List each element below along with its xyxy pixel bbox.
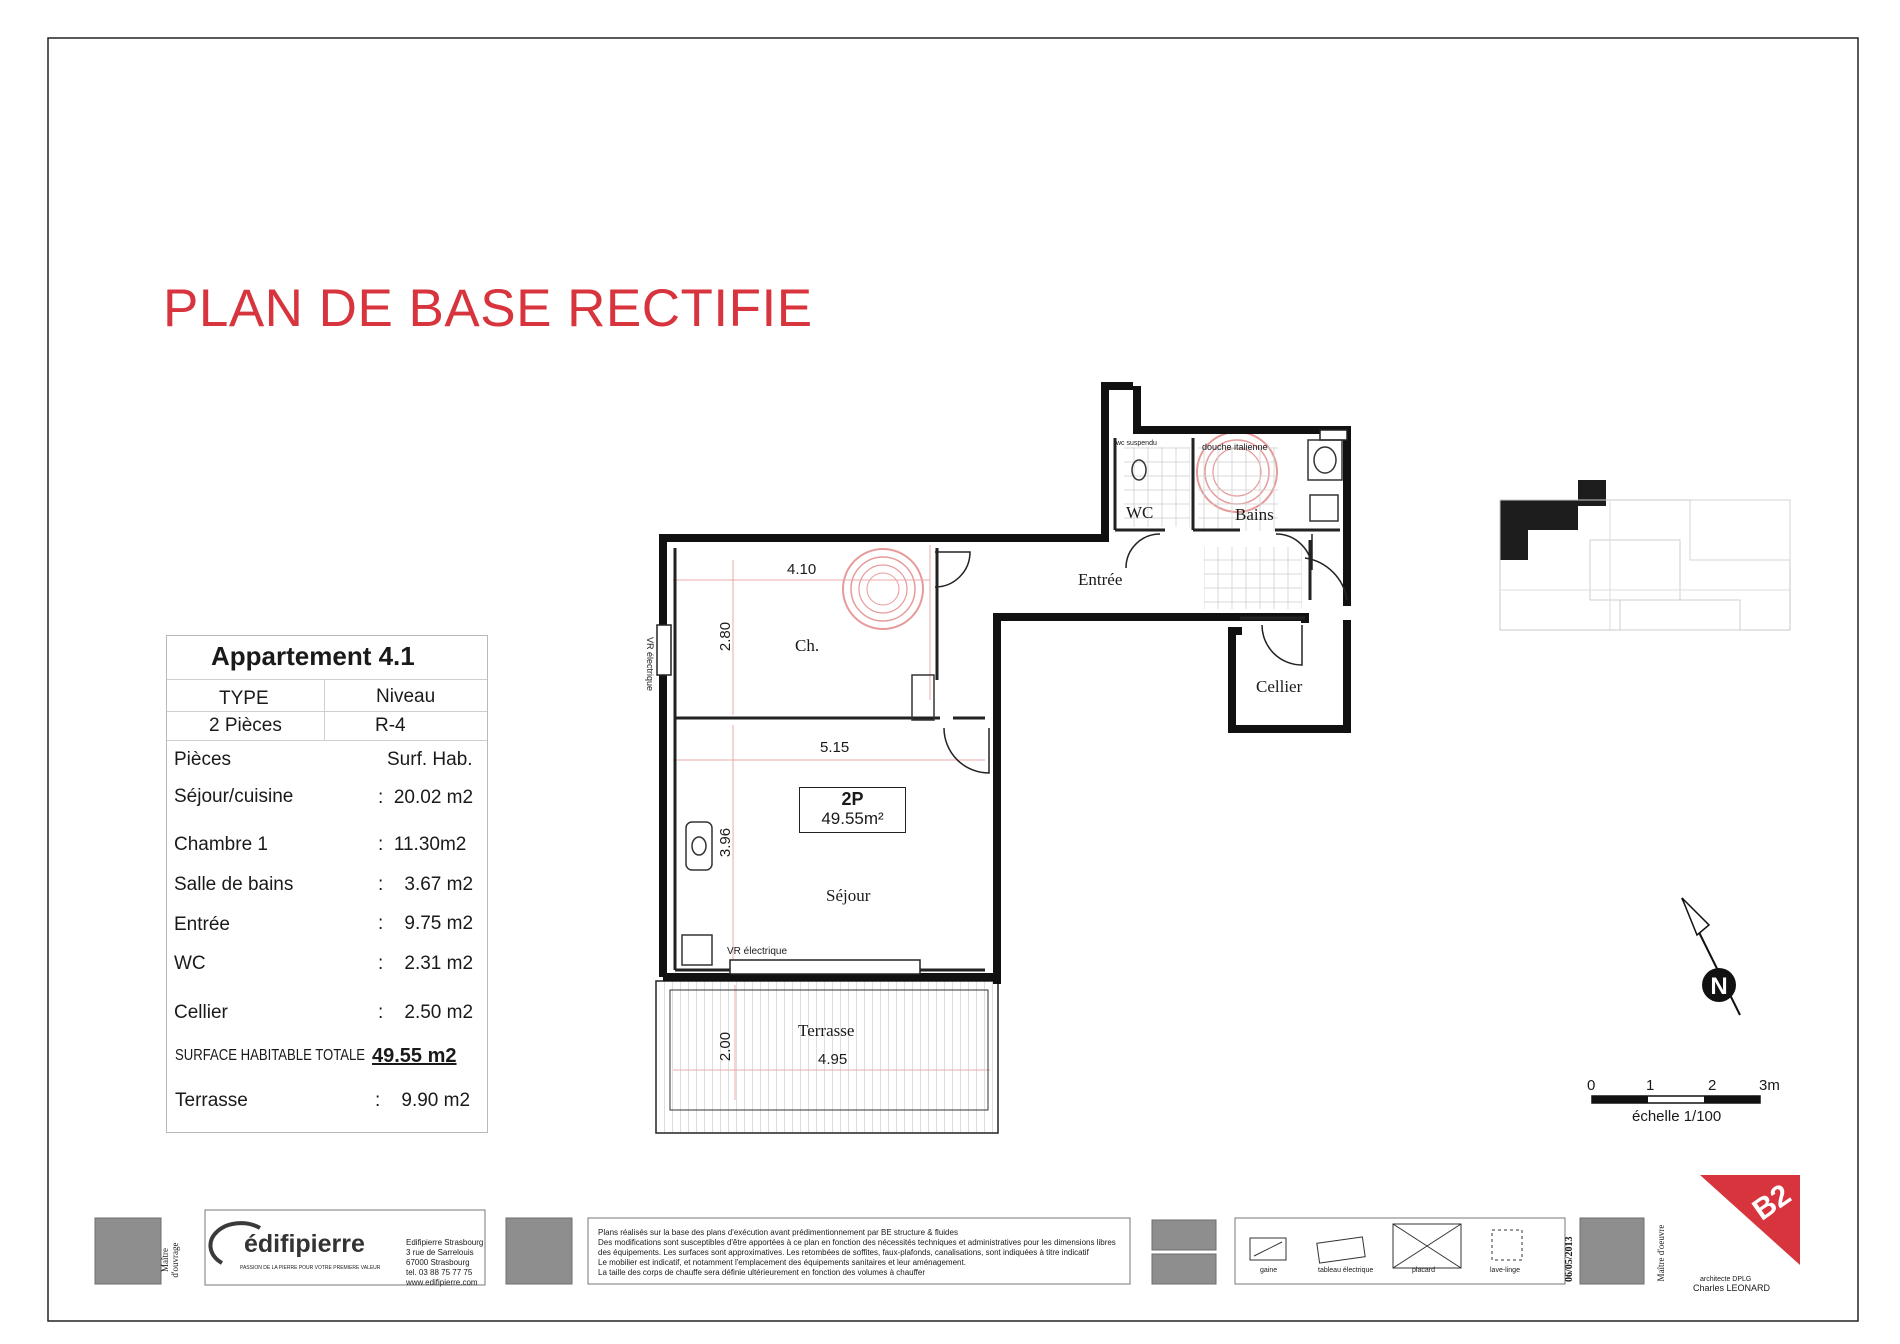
dimension-ch-width: 4.10: [787, 561, 817, 578]
area-header: Surf. Hab.: [387, 749, 473, 770]
room-label-sejour: Séjour: [826, 886, 871, 905]
room-label-bains: Bains: [1235, 505, 1274, 524]
svg-text:N: N: [1710, 973, 1728, 1000]
brand-name: édifipierre: [244, 1230, 365, 1258]
scale-tick: 0: [1587, 1077, 1596, 1094]
site-plan-miniature: [1500, 480, 1790, 630]
badge-type: 2P: [841, 789, 864, 809]
room-name: Séjour/cuisine: [174, 786, 294, 807]
architect-title: architecte DPLG: [1700, 1276, 1752, 1283]
room-label-chambre: Ch.: [795, 636, 820, 655]
b2-logo: B2: [1746, 1178, 1798, 1228]
room-area: : 3.67 m2: [378, 874, 474, 895]
room-area: : 11.30m2: [378, 834, 467, 855]
scale-label: échelle 1/100: [1632, 1108, 1722, 1125]
wc-suspendu-note: wc suspendu: [1116, 440, 1157, 447]
room-name: WC: [174, 953, 206, 974]
legend-tableau: tableau électrique: [1318, 1267, 1374, 1274]
total-value: 49.55 m2: [372, 1045, 457, 1067]
room-name: Chambre 1: [174, 834, 268, 855]
scale-tick: 3m: [1759, 1077, 1780, 1094]
room-area: : 9.75 m2: [378, 913, 474, 934]
room-area: : 20.02 m2: [378, 787, 474, 808]
north-arrow-icon: [1682, 898, 1740, 1015]
room-area: : 2.31 m2: [378, 953, 474, 974]
plan-date: 06/05/2013: [1564, 1236, 1575, 1282]
entree-tiles: [1204, 547, 1302, 609]
room-label-wc: WC: [1126, 503, 1154, 522]
brand-tagline: PASSION DE LA PIERRE POUR VOTRE PREMIERE VALEUR: [240, 1265, 381, 1271]
room-name: Salle de bains: [174, 874, 294, 895]
vr-electrique-note-vertical: VR électrique: [645, 637, 655, 692]
rooms-header: Pièces: [174, 749, 232, 770]
level-label: Niveau: [376, 686, 436, 707]
douche-note: douche italienne: [1202, 442, 1268, 452]
vr-electrique-note: VR électrique: [727, 946, 788, 957]
maitre-oeuvre-label: Maître d'oeuvre: [1656, 1224, 1666, 1282]
legend-gaine: gaine: [1260, 1267, 1278, 1274]
scale-bar: [1592, 1096, 1760, 1103]
total-label: SURFACE HABITABLE TOTALE: [175, 1047, 366, 1064]
room-area: : 2.50 m2: [378, 1002, 474, 1023]
type-label: TYPE: [219, 688, 269, 709]
architect-name: Charles LEONARD: [1693, 1283, 1771, 1293]
surface-badge: [799, 787, 906, 833]
terrace-label: Terrasse: [175, 1090, 248, 1111]
terrace-value: : 9.90 m2: [375, 1090, 471, 1111]
maitre-ouvrage-label: Maître d'ouvrage: [160, 1242, 180, 1278]
room-label-terrasse: Terrasse: [798, 1021, 855, 1040]
room-label-entree: Entrée: [1078, 570, 1123, 589]
footer-notes: Plans réalisés sur la base des plans d'exécution avant prédimentionnement par BE structure & fluides Des modifications sont susceptibles d'être apportées à ce plan en fonction des nécessités techniques et administratives pour les dimensions libres des équipements. Les surfaces sont approximatives. Les retombées de soffites, faux-plafonds, canalisations, sont indiquées à titre indicatif Le mobilier est indicatif, et notamment l'emplacement des équipements sanitaires et leur aménagement. La taille des corps de chauffe sera définie ultérieurement en fonction des volumes à chauffer: [598, 1228, 1116, 1277]
legend-lave-linge: lave-linge: [1490, 1267, 1520, 1274]
dimension-terrasse-depth: 2.00: [717, 1031, 735, 1062]
room-name: Cellier: [174, 1002, 228, 1023]
dimension-terrasse-width: 4.95: [818, 1051, 848, 1068]
brand-address: Edifipierre Strasbourg 3 rue de Sarrelouis 67000 Strasbourg tel. 03 88 75 77 75 www.edifipierre.com: [406, 1238, 484, 1287]
room-label-cellier: Cellier: [1256, 677, 1303, 696]
room-name: Entrée: [174, 914, 230, 935]
accessibility-circle-chambre: [843, 549, 923, 629]
level-value: R-4: [375, 715, 406, 736]
dimension-sejour-depth: 3.96: [717, 827, 735, 858]
apartment-title: Appartement 4.1: [211, 641, 415, 671]
dimension-ch-depth: 2.80: [717, 621, 735, 652]
scale-tick: 2: [1708, 1077, 1717, 1094]
scale-tick: 1: [1646, 1077, 1655, 1094]
plan-title: PLAN DE BASE RECTIFIE: [163, 279, 813, 338]
legend-placard: placard: [1412, 1267, 1435, 1274]
badge-area: 49.55m²: [821, 809, 884, 828]
dimension-sejour-width: 5.15: [820, 739, 850, 756]
type-value: 2 Pièces: [209, 715, 282, 736]
